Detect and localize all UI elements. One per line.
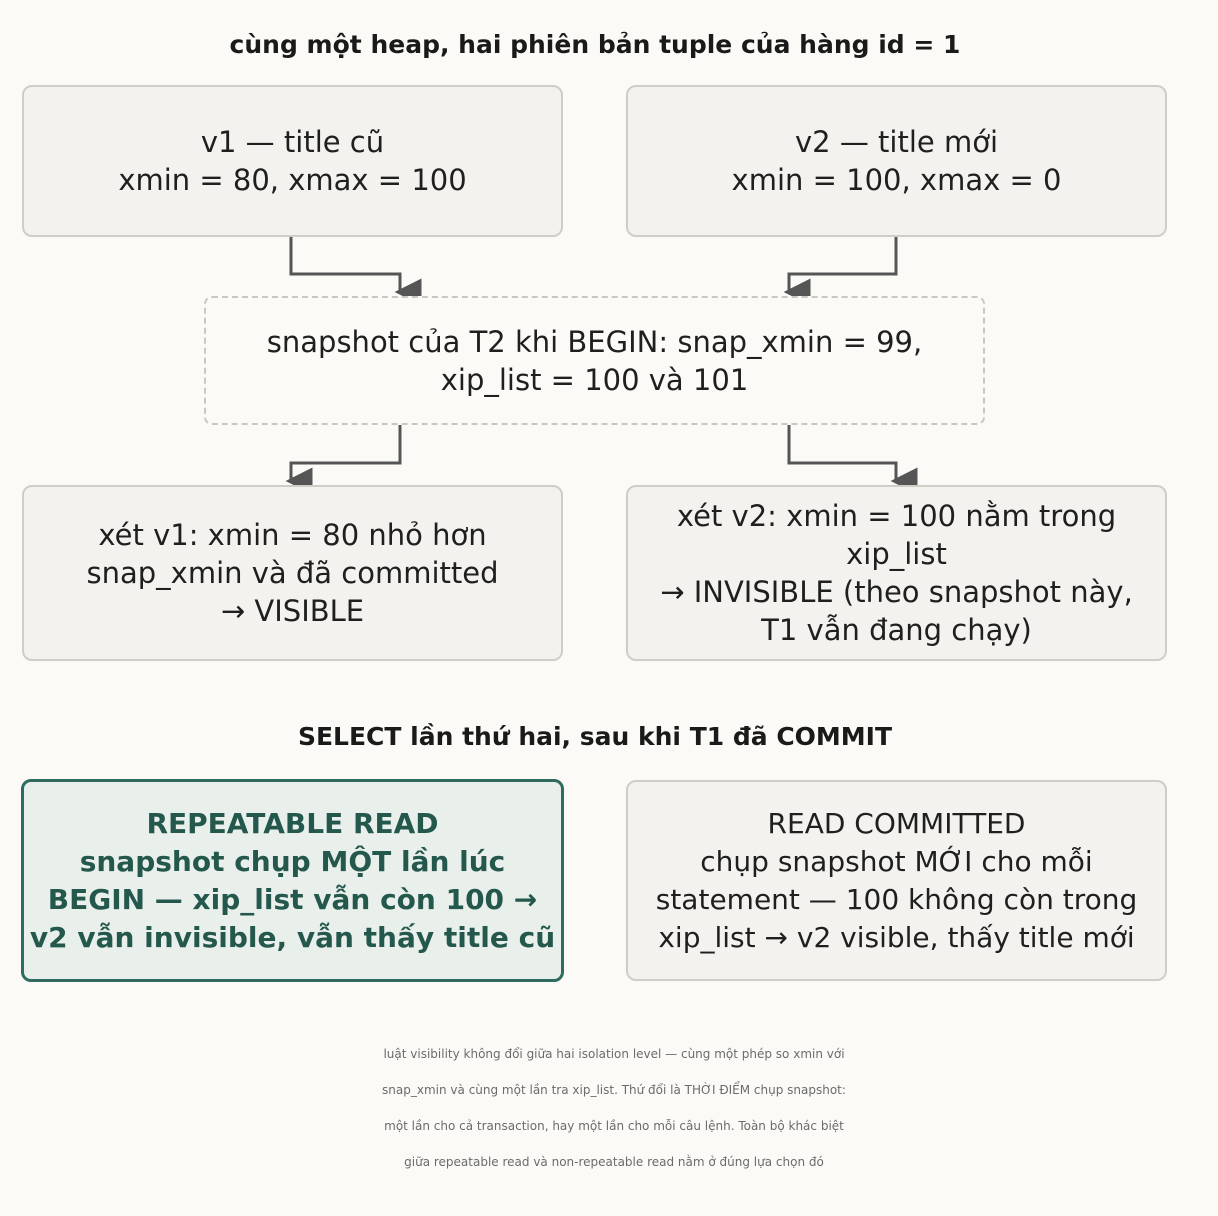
arrow-v2-to-snapshot	[789, 236, 896, 292]
check-v2-box	[626, 485, 1167, 661]
tuple-v1-line: v1 — title cũ	[200, 125, 385, 159]
top-heading: cùng một heap, hai phiên bản tuple của hàng id = 1	[229, 30, 961, 59]
arrow-snapshot-to-check-v1	[291, 425, 400, 481]
footnote-line: một lần cho cả transaction, hay một lần cho mỗi câu lệnh. Toàn bộ khác biệt	[384, 1119, 844, 1133]
snapshot-line: xip_list = 100 và 101	[440, 362, 749, 397]
tuple-v1-box	[22, 85, 563, 237]
check-v2-line: xét v2: xmin = 100 nằm trong	[676, 499, 1117, 533]
arrow-v1-to-snapshot	[291, 236, 400, 292]
check-v2-line: xip_list	[846, 537, 947, 571]
read-committed-line: xip_list → v2 visible, thấy title mới	[658, 920, 1135, 954]
check-v1-line: xét v1: xmin = 80 nhỏ hơn	[98, 518, 487, 552]
repeatable-read-line: BEGIN — xip_list vẫn còn 100 →	[47, 882, 538, 916]
repeatable-read-line: v2 vẫn invisible, vẫn thấy title cũ	[29, 920, 556, 954]
second-heading: SELECT lần thứ hai, sau khi T1 đã COMMIT	[297, 722, 893, 751]
footnote-line: giữa repeatable read và non-repeatable read nằm ở đúng lựa chọn đó	[404, 1155, 824, 1169]
snapshot-box	[204, 296, 985, 425]
check-v2-line: → INVISIBLE (theo snapshot này,	[660, 575, 1133, 609]
snapshot-line: snapshot của T2 khi BEGIN: snap_xmin = 99,	[266, 324, 923, 359]
check-v1-line: snap_xmin và đã committed	[86, 556, 499, 590]
tuple-v2-box	[626, 85, 1167, 237]
footnote	[0, 1036, 1218, 1180]
check-v2-line: T1 vẫn đang chạy)	[761, 613, 1032, 647]
footnote-line: luật visibility không đổi giữa hai isolation level — cùng một phép so xmin với	[383, 1047, 845, 1061]
tuple-v2-line: v2 — title mới	[794, 125, 998, 159]
arrow-snapshot-to-check-v2	[789, 425, 896, 481]
footnote-line: snap_xmin và cùng một lần tra xip_list. Thứ đổi là THỜI ĐIỂM chụp snapshot:	[382, 1083, 846, 1097]
read-committed-box	[626, 780, 1167, 981]
tuple-v1-line: xmin = 80, xmax = 100	[118, 163, 467, 197]
read-committed-line: chụp snapshot MỚI cho mỗi	[700, 844, 1093, 878]
repeatable-read-box	[21, 779, 564, 982]
tuple-v2-line: xmin = 100, xmax = 0	[731, 163, 1062, 197]
check-v1-box	[22, 485, 563, 661]
read-committed-line: statement — 100 không còn trong	[655, 882, 1138, 916]
repeatable-read-line: snapshot chụp MỘT lần lúc	[79, 844, 506, 878]
read-committed-line: READ COMMITTED	[767, 806, 1026, 840]
check-v1-line: → VISIBLE	[220, 594, 365, 628]
repeatable-read-line: REPEATABLE READ	[146, 806, 439, 840]
